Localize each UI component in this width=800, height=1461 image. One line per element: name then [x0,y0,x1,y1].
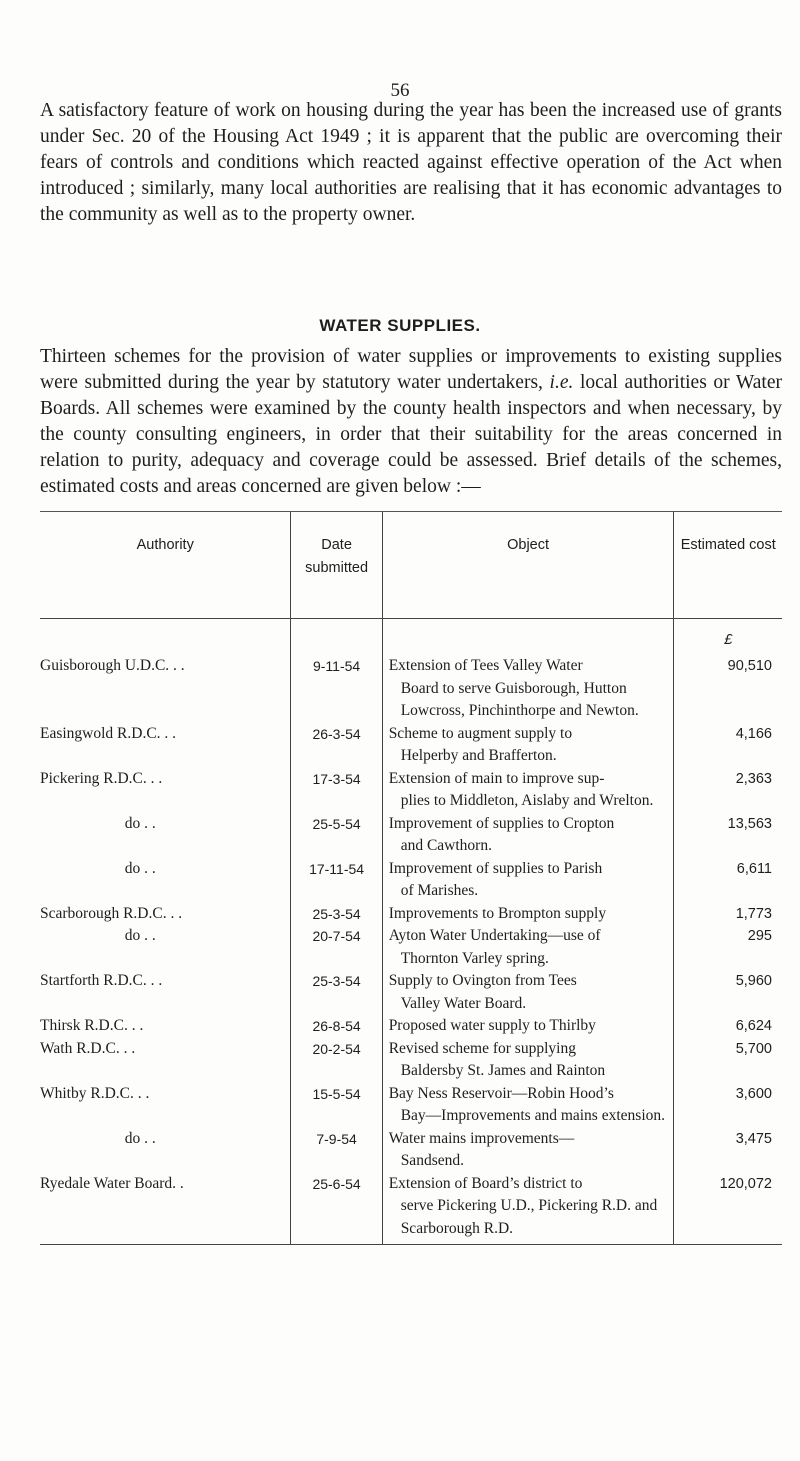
object-cell [382,1083,674,1128]
object-text-continued: Baldersby St. James and Rainton [400,1062,606,1079]
date-cell: 26-8-54 [291,1015,382,1038]
section-paragraph-italic: i.e. [549,372,574,393]
cost-cell: 6,611 [674,858,782,903]
water-schemes-table [40,512,782,1245]
object-text-continued: Board to serve Guisborough, Hutton Lowcross, Pinchinthorpe and Newton. [400,679,639,719]
authority-cell: Startforth R.D.C. . . [40,972,163,989]
object-text-continued: Sandsend. [400,1152,464,1169]
object-text-continued: Valley Water Board. [400,994,527,1012]
date-cell: 25-3-54 [291,970,382,1015]
object-text-continued: Helperby and Brafferton. [400,747,557,764]
authority-cell: Guisborough U.D.C. . . [40,657,185,674]
object-text: Revised scheme for supplying [388,1039,576,1057]
object-text: Water mains improvements— [388,1129,575,1147]
cost-cell: 295 [674,925,782,970]
table-body [40,619,782,1245]
page-number: 56 [390,80,410,101]
cost-cell: 90,510 [674,655,782,723]
object-text: Extension of Tees Valley Water [388,657,583,674]
authority-cell: do . . [124,927,156,944]
cost-cell: 3,475 [674,1128,782,1173]
object-cell [382,723,674,768]
object-text-continued: serve Pickering U.D., Pickering R.D. and Scarborough R.D. [400,1197,658,1237]
date-cell: 25-3-54 [291,903,382,926]
authority-cell: do . . [124,1129,156,1147]
object-cell [382,903,674,926]
table-row [40,1015,782,1038]
object-text-continued: plies to Middleton, Aislaby and Wrelton. [400,792,654,809]
cost-cell: 1,773 [674,903,782,926]
table-row [40,970,782,1015]
table-row [40,655,782,723]
object-cell [382,858,674,903]
date-cell: 7-9-54 [291,1128,382,1173]
table-row [40,723,782,768]
authority-cell: Scarborough R.D.C. . . [40,904,183,922]
authority-cell: Easingwold R.D.C. . . [40,724,177,742]
authority-cell: Ryedale Water Board. . [40,1173,291,1245]
table-row [40,768,782,813]
object-cell [382,970,674,1015]
cost-cell: 5,960 [674,970,782,1015]
cost-cell: 13,563 [674,813,782,858]
authority-cell: Whitby R.D.C. . . [40,1084,150,1102]
object-text: Supply to Ovington from Tees [388,972,577,989]
cost-cell: 5,700 [674,1038,782,1083]
date-cell: 26-3-54 [291,723,382,768]
object-text: Improvement of supplies to Cropton [388,814,615,832]
object-cell [382,1173,674,1245]
date-cell: 20-2-54 [291,1038,382,1083]
table-row [40,925,782,970]
section-paragraph-part-1: Thirteen schemes for the provision of water supplies or improvements to existing supplies were submitted during the year by statutory water undertakers, [40,346,782,393]
table-row [40,903,782,926]
cost-cell: 6,624 [674,1015,782,1038]
intro-paragraph: A satisfactory feature of work on housing during the year has been the increased use of grants under Sec. 20 of the Housing Act 1949 ; it is apparent that the public are overcoming their fears of controls and conditions which reacted against effective operation of the Act when introduced ; similarly, many local authorities are realising that it has economic advantages to the community as well as to the property owner. [40,100,782,225]
date-cell: 15-5-54 [291,1083,382,1128]
object-text-continued: and Cawthorn. [400,837,492,854]
cost-cell: 120,072 [674,1173,782,1245]
object-text-continued: Bay—Improvements and mains extension. [400,1107,665,1124]
date-cell: 17-3-54 [291,768,382,813]
header-date: Date submitted [291,512,382,619]
currency-unit: £ [674,619,782,656]
object-cell [382,1038,674,1083]
object-text: Improvements to Brompton supply [388,904,607,922]
object-text-continued: Thornton Varley spring. [400,949,549,967]
table-header-row [40,512,782,619]
authority-cell: Thirsk R.D.C. . . [40,1017,144,1034]
object-text-continued: of Marishes. [400,882,479,899]
authority-cell: Pickering R.D.C. . . [40,769,163,787]
object-text: Proposed water supply to Thirlby [388,1017,596,1034]
table-row [40,858,782,903]
authority-cell: do . . [124,814,156,832]
date-cell: 17-11-54 [291,858,382,903]
object-cell [382,925,674,970]
table-row [40,1128,782,1173]
header-authority: Authority [40,512,291,619]
object-cell [382,768,674,813]
object-text: Bay Ness Reservoir—Robin Hood’s [388,1084,614,1102]
object-cell [382,1128,674,1173]
object-text: Improvement of supplies to Parish [388,859,603,877]
object-text: Scheme to augment supply to [388,724,573,742]
currency-unit-row [40,619,782,656]
authority-cell: Wath R.D.C. . . [40,1039,136,1057]
cost-cell: 4,166 [674,723,782,768]
section-heading: WATER SUPPLIES. [319,316,481,335]
date-cell: 25-6-54 [291,1173,382,1245]
header-cost: Estimated cost [674,512,782,619]
table-row [40,813,782,858]
object-cell [382,813,674,858]
table-row [40,1038,782,1083]
object-text: Extension of Board’s district to [388,1174,583,1192]
section-paragraph [40,344,782,500]
cost-cell: 3,600 [674,1083,782,1128]
table-row [40,1173,782,1245]
date-cell: 9-11-54 [291,655,382,723]
object-cell [382,655,674,723]
header-object: Object [382,512,674,619]
section-paragraph-part-2: local authorities or Water Boards. All schemes were examined by the county health inspectors and when necessary, by the county consulting engineers, in order that their suitability for the areas concerned in relation to purity, adequacy and coverage could be assessed. Brief details of the schemes, estimated costs and areas concerned are given below :— [40,372,782,497]
cost-cell: 2,363 [674,768,782,813]
table-row [40,1083,782,1128]
date-cell: 25-5-54 [291,813,382,858]
object-cell [382,1015,674,1038]
date-cell: 20-7-54 [291,925,382,970]
object-text: Extension of main to improve sup- [388,769,605,787]
authority-cell: do . . [124,859,156,877]
object-text: Ayton Water Undertaking—use of [388,927,601,944]
